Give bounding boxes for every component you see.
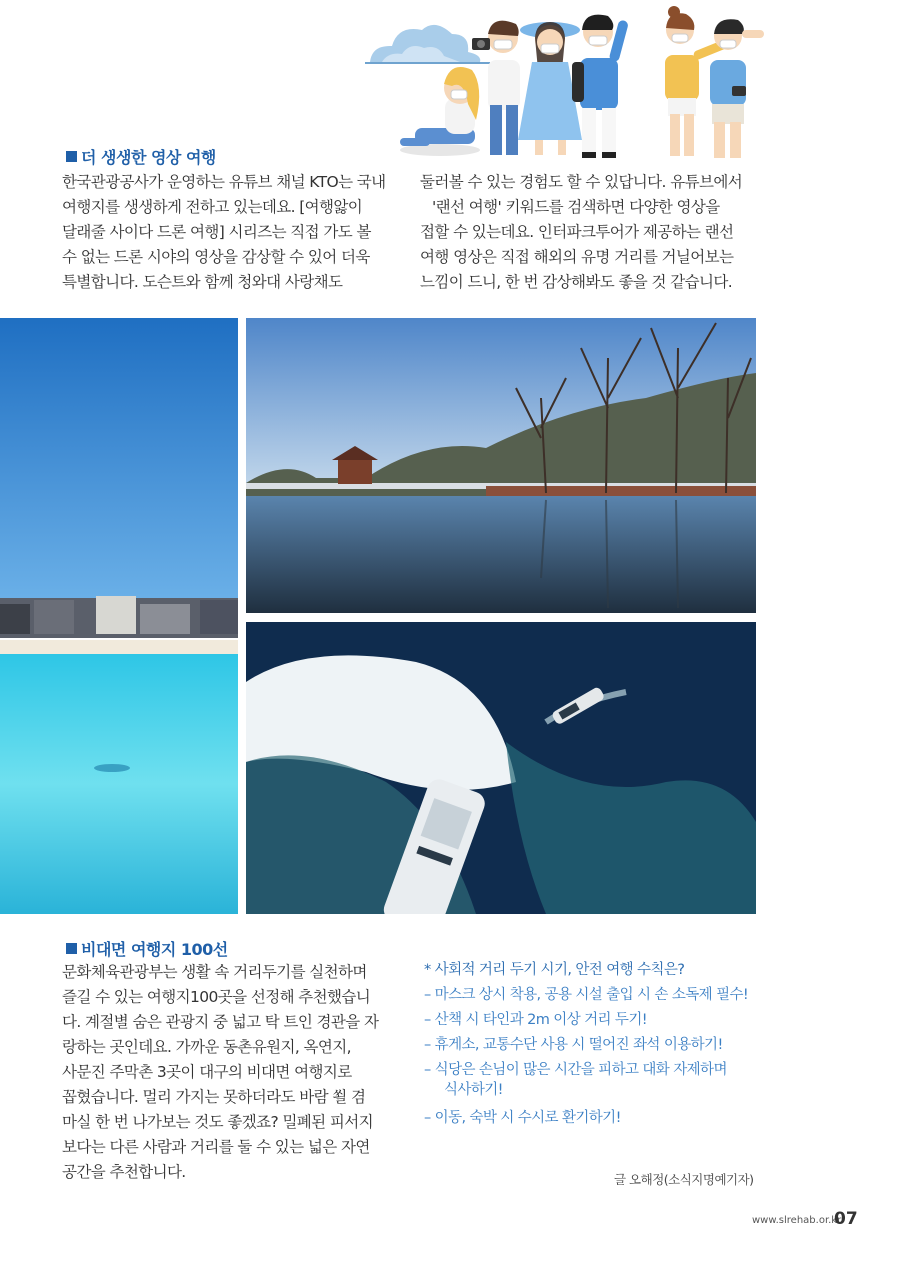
page-number: 07 bbox=[834, 1209, 858, 1229]
text-line: 둘러볼 수 있는 경험도 할 수 있답니다. 유튜브에서 bbox=[420, 173, 743, 191]
text-line: 즐길 수 있는 여행지100곳을 선정해 추천했습니 bbox=[62, 988, 371, 1006]
text-line: 문화체육관광부는 생활 속 거리두기를 실천하며 bbox=[62, 963, 367, 981]
square-bullet-icon bbox=[66, 943, 77, 954]
text-line: 달래줄 사이다 드론 여행] 시리즈는 직접 가도 볼 bbox=[62, 223, 371, 241]
text-line: 한국관광공사가 운영하는 유튜브 채널 KTO는 국내 bbox=[62, 173, 386, 191]
safety-tips bbox=[424, 958, 764, 1131]
photo-ferry-aerial bbox=[246, 622, 756, 914]
section-title-untact-100 bbox=[66, 937, 228, 960]
text-line: 보다는 다른 사람과 거리를 둘 수 있는 넓은 자연 bbox=[62, 1138, 370, 1156]
text-line: 사문진 주막촌 3곳이 대구의 비대면 여행지로 bbox=[62, 1063, 352, 1081]
photo-beach bbox=[0, 318, 238, 914]
text-line: 꼽혔습니다. 멀리 가지는 못하더라도 바람 쐴 겸 bbox=[62, 1088, 366, 1106]
text-line: 특별합니다. 도슨트와 함께 청와대 사랑채도 bbox=[62, 273, 343, 291]
section1-right-column bbox=[420, 170, 760, 295]
text-line: 느낌이 드니, 한 번 감상해봐도 좋을 것 같습니다. bbox=[420, 273, 733, 291]
photo-lake-pavilion bbox=[246, 318, 756, 613]
section-title-text: 비대면 여행지 100선 bbox=[81, 940, 228, 959]
section-title-text: 더 생생한 영상 여행 bbox=[81, 148, 216, 167]
text-line: 여행지를 생생하게 전하고 있는데요. [여행앓이 bbox=[62, 198, 363, 216]
section1-left-column bbox=[62, 170, 402, 295]
tip-item: – 이동, 숙박 시 수시로 환기하기! bbox=[424, 1110, 621, 1126]
tip-item: – 식당은 손님이 많은 시간을 피하고 대화 자제하며 bbox=[424, 1062, 727, 1078]
text-line: '랜선 여행' 키워드를 검색하면 다양한 영상을 bbox=[432, 198, 720, 216]
section-title-video-travel bbox=[66, 145, 216, 168]
travelers-illustration bbox=[360, 0, 780, 165]
text-line: 수 없는 드론 시야의 영상을 감상할 수 있어 더욱 bbox=[62, 248, 370, 266]
tip-item: – 휴게소, 교통수단 사용 시 떨어진 좌석 이용하기! bbox=[424, 1037, 723, 1053]
square-bullet-icon bbox=[66, 151, 77, 162]
text-line: 공간을 추천합니다. bbox=[62, 1163, 186, 1181]
tip-item: – 산책 시 타인과 2m 이상 거리 두기! bbox=[424, 1012, 647, 1028]
text-line: 다. 계절별 숨은 관광지 중 넓고 탁 트인 경관을 자 bbox=[62, 1013, 379, 1031]
cloud-icon bbox=[365, 25, 490, 63]
text-line: 접할 수 있는데요. 인터파크투어가 제공하는 랜선 bbox=[420, 223, 734, 241]
tips-title: * 사회적 거리 두기 시기, 안전 여행 수칙은? bbox=[424, 962, 685, 978]
text-line: 여행 영상은 직접 해외의 유명 거리를 거닐어보는 bbox=[420, 248, 734, 266]
footer-url[interactable]: www.slrehab.or.kr bbox=[752, 1215, 842, 1226]
section2-body bbox=[62, 960, 402, 1185]
tip-item: – 마스크 상시 착용, 공용 시설 출입 시 손 소독제 필수! bbox=[424, 987, 749, 1003]
text-line: 마실 한 번 나가보는 것도 좋겠죠? 밀폐된 피서지 bbox=[62, 1113, 374, 1131]
tip-item: 식사하기! bbox=[432, 1082, 503, 1098]
text-line: 랑하는 곳인데요. 가까운 동촌유원지, 옥연지, bbox=[62, 1038, 352, 1056]
byline: 글 오해정(소식지명예기자) bbox=[614, 1172, 754, 1187]
